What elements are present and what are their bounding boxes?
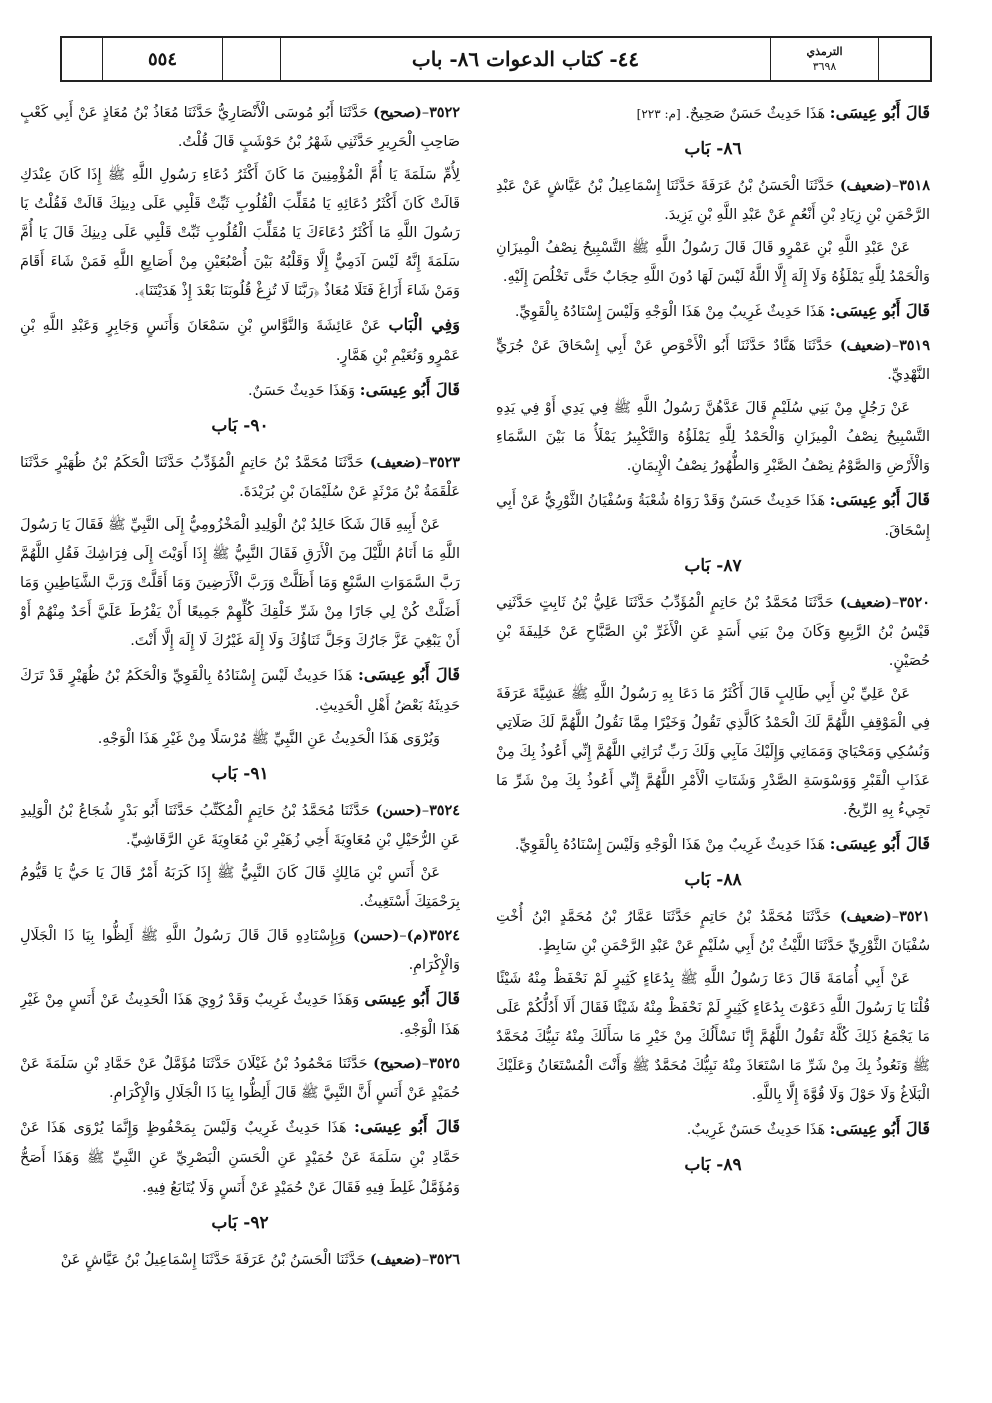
chapter-heading: ٨٩- بَاب	[684, 1155, 742, 1175]
hadith-3525: ٣٥٢٥–(صحيح) حَدَّثَنَا مَحْمُودُ بْنُ غَيْلَانَ حَدَّثَنَا مُؤَمَّلٌ عَنْ حَمَّادِ بْنِ سَلَمَةَ عَنْ حُمَيْدٍ عَنْ أَنَسٍ أَنَّ النَّبِيَّ ﷺ قَالَ أَلِظُّوا بِيَا ذَا الْجَلَالِ وَالْإِكْرَامِ.	[20, 1055, 460, 1101]
hadith-matn: عَنْ أَبِي أُمَامَةَ قَالَ دَعَا رَسُولُ اللَّهِ ﷺ بِدُعَاءٍ كَثِيرٍ لَمْ نَحْفَظْ مِنْهُ شَيْئًا قُلْنَا يَا رَسُولَ اللَّهِ دَعَوْتَ بِدُعَاءٍ كَثِيرٍ لَمْ نَحْفَظْ مِنْهُ شَيْئًا فَقَالَ أَلَا أَدُلُّكُمْ عَلَى مَا يَجْمَعُ ذَلِكَ كُلَّهُ تَقُولُ اللَّهُمَّ إِنَّا نَسْأَلُكَ مِنْ خَيْرِ مَا سَأَلَكَ مِنْهُ نَبِيُّكَ مُحَمَّدٌ ﷺ وَنَعُوذُ بِكَ مِنْ شَرِّ مَا اسْتَعَاذَ مِنْهُ نَبِيُّكَ مُحَمَّدٌ ﷺ وَأَنْتَ الْمُسْتَعَانُ وَعَلَيْكَ الْبَلَاغُ وَلَا حَوْلَ وَلَا قُوَّةَ إِلَّا بِاللَّهِ.	[496, 971, 930, 1103]
hadith-number: ٣٥١٩	[899, 337, 930, 354]
hadith-3520	[496, 588, 930, 825]
abu-isa-comment: قَالَ أَبُو عِيسَى وَهَذَا حَدِيثٌ غَرِيبٌ وَقَدْ رُوِيَ هَذَا الْحَدِيثُ عَنْ أَنَسٍ مِنْ غَيْرِ هَذَا الْوَجْهِ.	[20, 989, 460, 1038]
abu-isa-comment: قَالَ أَبُو عِيسَى: هَذَا حَدِيثٌ غَرِيبٌ مِنْ هَذَا الْوَجْهِ وَلَيْسَ إِسْنَادُهُ بِالْقَوِيِّ.	[514, 301, 930, 320]
hadith-3526: ٣٥٢٦–(ضعيف) حَدَّثَنَا الْحَسَنُ بْنُ عَرَفَةَ حَدَّثَنَا إِسْمَاعِيلُ بْنُ عَيَّاشٍ عَنْ	[60, 1251, 460, 1268]
hadith-3522	[20, 98, 460, 306]
hadith-3524m: ٣٥٢٤(م)–(حسن) وَبِإِسْنَادِهِ قَالَ قَالَ رَسُولُ اللَّهِ ﷺ أَلِظُّوا بِيَا ذَا الْجَلَالِ وَالْإِكْرَامِ.	[20, 927, 460, 973]
book-name-cell	[770, 38, 878, 80]
hadith-isnad: ٣٥٢٣–(ضعيف) حَدَّثَنَا مُحَمَّدُ بْنُ حَاتِمٍ الْمُؤَدِّبُ حَدَّثَنَا الْحَكَمُ بْنُ ظُهَيْرٍ حَدَّثَنَا عَلْقَمَةُ بْنُ مَرْثَدٍ عَنْ سُلَيْمَانَ بْنِ بُرَيْدَةَ.	[20, 454, 460, 500]
hadith-grade: (حسن)	[353, 927, 400, 944]
hadith-number: ٣٥٢٥	[429, 1055, 460, 1072]
hadith-3523	[20, 448, 460, 656]
book-name: الترمذي	[806, 45, 843, 58]
hadith-number: ٣٥٢٣	[429, 454, 460, 471]
chapter-heading: ٨٦- بَاب	[684, 139, 742, 159]
header-blank-cell	[222, 38, 280, 80]
page-number: ٥٥٤	[102, 38, 222, 80]
abu-isa-comment: قَالَ أَبُو عِيسَى: هَذَا حَدِيثٌ لَيْسَ إِسْنَادُهُ بِالْقَوِيِّ وَالْحَكَمُ بْنُ ظُهَيْرٍ قَدْ تَرَكَ حَدِيثَهُ بَعْضُ أَهْلِ الْحَدِيثِ.	[20, 665, 460, 714]
chapter-heading: ٩١- بَاب	[211, 764, 269, 784]
hadith-grade: (حسن)	[375, 802, 422, 819]
hadith-isnad: ٣٥١٨–(ضعيف) حَدَّثَنَا الْحَسَنُ بْنُ عَرَفَةَ حَدَّثَنَا إِسْمَاعِيلُ بْنُ عَيَّاشٍ عَنْ عَبْدِ الرَّحْمَنِ بْنِ زِيَادِ بْنِ أَنْعُمٍ عَنْ عَبْدِ اللَّهِ بْنِ يَزِيدَ.	[496, 177, 930, 223]
hadith-matn: عَنْ أَبِيهِ قَالَ شَكَا خَالِدُ بْنُ الْوَلِيدِ الْمَخْزُومِيُّ إِلَى النَّبِيِّ ﷺ فَقَالَ يَا رَسُولَ اللَّهِ مَا أَنَامُ اللَّيْلَ مِنَ الْأَرَقِ فَقَالَ النَّبِيُّ ﷺ إِذَا أَوَيْتَ إِلَى فِرَاشِكَ فَقُلِ اللَّهُمَّ رَبَّ السَّمَوَاتِ السَّبْعِ وَمَا أَظَلَّتْ وَرَبَّ الْأَرَضِينَ وَمَا أَقَلَّتْ وَرَبَّ الشَّيَاطِينِ وَمَا أَضَلَّتْ كُنْ لِي جَارًا مِنْ شَرِّ خَلْقِكَ كُلِّهِمْ جَمِيعًا أَنْ يَفْرُطَ عَلَيَّ أَحَدٌ مِنْهُمْ أَوْ أَنْ يَبْغِيَ عَزَّ جَارُكَ وَجَلَّ ثَنَاؤُكَ وَلَا إِلَهَ غَيْرُكَ لَا إِلَهَ إِلَّا أَنْتَ.	[20, 517, 460, 649]
hadith-grade: (ضعيف)	[369, 454, 422, 471]
hadith-number: ٣٥٢٤(م)	[406, 927, 460, 944]
hadith-number: ٣٥٢٤	[429, 802, 460, 819]
bab-note: وَفِي الْبَاب عَنْ عَائِشَةَ وَالنَّوَّاسِ بْنِ سَمْعَانَ وَأَنَسٍ وَجَابِرٍ وَعَبْدِ اللَّهِ بْنِ عَمْرٍو وَنُعَيْمِ بْنِ هَمَّارٍ.	[20, 315, 460, 364]
running-title: ٤٤- كتاب الدعوات ٨٦- باب	[280, 38, 770, 80]
mursal-note: وَيُرْوَى هَذَا الْحَدِيثُ عَنِ النَّبِيِّ ﷺ مُرْسَلًا مِنْ غَيْرِ هَذَا الْوَجْهِ.	[97, 731, 440, 747]
hadith-grade: (ضعيف)	[839, 337, 892, 354]
hadith-matn: عَنْ رَجُلٍ مِنْ بَنِي سُلَيْمٍ قَالَ عَدَّهُنَّ رَسُولُ اللَّهِ ﷺ فِي يَدِي أَوْ فِي يَدِهِ التَّسْبِيحُ نِصْفُ الْمِيزَانِ وَالْحَمْدُ لِلَّهِ يَمْلَؤُهُ وَالتَّكْبِيرُ يَمْلَأُ مَا بَيْنَ السَّمَاءِ وَالْأَرْضِ وَالصَّوْمُ نِصْفُ الصَّبْرِ وَالطُّهُورُ نِصْفُ الْإِيمَانِ.	[496, 400, 930, 474]
hadith-grade: (ضعيف)	[369, 1251, 422, 1268]
chapter-heading: ٩٠- بَاب	[211, 416, 269, 436]
hadith-3524	[20, 796, 460, 917]
hadith-number: ٣٥١٨	[899, 177, 930, 194]
hadith-isnad: ٣٥١٩–(ضعيف) حَدَّثَنَا هَنَّادٌ حَدَّثَنَا أَبُو الْأَحْوَصِ عَنْ أَبِي إِسْحَاقَ عَنْ جُرَيٍّ النَّهْدِيِّ.	[496, 337, 930, 383]
hadith-number: ٣٥٢٠	[899, 594, 930, 611]
hadith-grade: (ضعيف)	[839, 177, 892, 194]
page-header	[60, 36, 932, 82]
chapter-heading: ٨٨- بَاب	[684, 870, 742, 890]
hadith-number: ٣٥٢٦	[429, 1251, 460, 1268]
hadith-matn: عَنْ عَبْدِ اللَّهِ بْنِ عَمْرٍو قَالَ قَالَ رَسُولُ اللَّهِ ﷺ التَّسْبِيحُ نِصْفُ الْمِيزَانِ وَالْحَمْدُ لِلَّهِ يَمْلَؤُهُ وَلَا إِلَهَ إِلَّا اللَّهُ لَيْسَ لَهَا دُونَ اللَّهِ حِجَابٌ حَتَّى تَخْلُصَ إِلَيْهِ.	[496, 240, 930, 285]
header-blank-cell	[62, 38, 102, 80]
abu-isa-comment: قَالَ أَبُو عِيسَى: هَذَا حَدِيثٌ حَسَنٌ وَقَدْ رَوَاهُ شُعْبَةُ وَسُفْيَانُ الثَّوْرِيُّ عَنْ أَبِي إِسْحَاقَ.	[496, 490, 930, 539]
hadith-isnad: ٣٥٢١–(ضعيف) حَدَّثَنَا مُحَمَّدُ بْنُ حَاتِمٍ حَدَّثَنَا عَمَّارُ بْنُ مُحَمَّدٍ ابْنُ أُخْتِ سُفْيَانَ الثَّوْرِيِّ حَدَّثَنَا اللَّيْثُ بْنُ أَبِي سُلَيْمٍ عَنْ عَبْدِ الرَّحْمَنِ بْنِ سَابِطٍ.	[496, 908, 930, 954]
abu-isa-comment: قَالَ أَبُو عِيسَى: هَذَا حَدِيثٌ حَسَنٌ غَرِيبٌ.	[686, 1119, 930, 1138]
hadith-isnad: ٣٥٢٤–(حسن) حَدَّثَنَا مُحَمَّدُ بْنُ حَاتِمٍ الْمُكَتِّبُ حَدَّثَنَا أَبُو بَدْرٍ شُجَاعُ بْنُ الْوَلِيدِ عَنِ الرُّحَيْلِ بْنِ مُعَاوِيَةَ أَخِي زُهَيْرِ بْنِ مُعَاوِيَةَ عَنِ الرَّقَاشِيِّ.	[20, 802, 460, 848]
hadith-grade: (ضعيف)	[839, 594, 892, 611]
left-column	[20, 98, 460, 1388]
abu-isa-comment: قَالَ أَبُو عِيسَى: هَذَا حَدِيثٌ حَسَنٌ صَحِيحٌ. [م: ٢٢٣]	[636, 103, 930, 122]
hadith-isnad: ٣٥٢٠–(ضعيف) حَدَّثَنَا مُحَمَّدُ بْنُ حَاتِمٍ الْمُؤَدِّبُ حَدَّثَنَا عَلِيُّ بْنُ ثَابِتٍ حَدَّثَنِي قَيْسُ بْنُ الرَّبِيعِ وَكَانَ مِنْ بَنِي أَسَدٍ عَنِ الْأَغَرِّ بْنِ الصَّبَّاحِ عَنْ خَلِيفَةَ بْنِ حُصَيْنٍ.	[496, 594, 930, 669]
right-column	[496, 98, 930, 1388]
hadith-3518	[496, 171, 930, 292]
abu-isa-comment: قَالَ أَبُو عِيسَى: هَذَا حَدِيثٌ غَرِيبٌ مِنْ هَذَا الْوَجْهِ وَلَيْسَ إِسْنَادُهُ بِالْقَوِيِّ.	[514, 834, 930, 853]
volume-ref: ٣٦٩٨	[812, 60, 837, 73]
hadith-grade: (صحيح)	[373, 1055, 422, 1072]
hadith-isnad: ٣٥٢٢–(صحيح) حَدَّثَنَا أَبُو مُوسَى الْأَنْصَارِيُّ حَدَّثَنَا مُعَاذُ بْنُ مُعَاذٍ عَنْ أَبِي كَعْبٍ صَاحِبِ الْحَرِيرِ حَدَّثَنِي شَهْرُ بْنُ حَوْشَبٍ قَالَ قُلْتُ.	[20, 104, 460, 150]
header-blank-cell	[878, 38, 930, 80]
hadith-matn: لِأُمِّ سَلَمَةَ يَا أُمَّ الْمُؤْمِنِينَ مَا كَانَ أَكْثَرُ دُعَاءِ رَسُولِ اللَّهِ ﷺ إِذَا كَانَ عِنْدَكِ قَالَتْ كَانَ أَكْثَرُ دُعَائِهِ يَا مُقَلِّبَ الْقُلُوبِ ثَبِّتْ قَلْبِي عَلَى دِينِكَ قَالَتْ فَقُلْتُ يَا رَسُولَ اللَّهِ مَا أَكْثَرُ دُعَاءَكَ يَا مُقَلِّبَ الْقُلُوبِ ثَبِّتْ قَلْبِي عَلَى دِينِكَ قَالَ يَا أُمَّ سَلَمَةَ إِنَّهُ لَيْسَ آدَمِيٌّ إِلَّا وَقَلْبُهُ بَيْنَ أُصْبُعَيْنِ مِنْ أَصَابِعِ اللَّهِ فَمَنْ شَاءَ أَقَامَ وَمَنْ شَاءَ أَزَاغَ فَتَلَا مُعَاذٌ ﴿رَبَّنَا لَا تُزِغْ قُلُوبَنَا بَعْدَ إِذْ هَدَيْتَنَا﴾.	[20, 167, 460, 299]
hadith-number: ٣٥٢٢	[429, 104, 460, 121]
hadith-grade: (ضعيف)	[839, 908, 892, 925]
hadith-3521	[496, 902, 930, 1110]
abu-isa-comment: قَالَ أَبُو عِيسَى: وَهَذَا حَدِيثٌ حَسَنٌ.	[247, 380, 460, 399]
hadith-matn: عَنْ أَنَسِ بْنِ مَالِكٍ قَالَ كَانَ النَّبِيُّ ﷺ إِذَا كَرَبَهُ أَمْرٌ قَالَ يَا حَيُّ يَا قَيُّومُ بِرَحْمَتِكَ أَسْتَغِيثُ.	[20, 865, 460, 910]
hadith-matn: عَنْ عَلِيِّ بْنِ أَبِي طَالِبٍ قَالَ أَكْثَرُ مَا دَعَا بِهِ رَسُولُ اللَّهِ ﷺ عَشِيَّةَ عَرَفَةَ فِي الْمَوْقِفِ اللَّهُمَّ لَكَ الْحَمْدُ كَالَّذِي تَقُولُ وَخَيْرًا مِمَّا نَقُولُ اللَّهُمَّ لَكَ صَلَاتِي وَنُسُكِي وَمَحْيَايَ وَمَمَاتِي وَإِلَيْكَ مَآبِي وَلَكَ رَبِّ تُرَاثِي اللَّهُمَّ إِنِّي أَعُوذُ بِكَ مِنْ عَذَابِ الْقَبْرِ وَوَسْوَسَةِ الصَّدْرِ وَشَتَاتِ الْأَمْرِ اللَّهُمَّ إِنِّي أَعُوذُ بِكَ مِنْ شَرِّ مَا تَجِيءُ بِهِ الرِّيحُ.	[496, 686, 930, 818]
abu-isa-comment: قَالَ أَبُو عِيسَى: هَذَا حَدِيثٌ غَرِيبٌ وَلَيْسَ بِمَحْفُوظٍ وَإِنَّمَا يُرْوَى هَذَا عَنْ حَمَّادِ بْنِ سَلَمَةَ عَنْ حُمَيْدٍ عَنِ الْحَسَنِ الْبَصْرِيِّ عَنِ النَّبِيِّ ﷺ وَهَذَا أَصَحُّ وَمُؤَمَّلٌ غَلِطَ فِيهِ فَقَالَ عَنْ حُمَيْدٍ عَنْ أَنَسٍ وَلَا يُتَابَعُ فِيهِ.	[20, 1117, 460, 1196]
chapter-heading: ٨٧- بَاب	[684, 556, 742, 576]
hadith-grade: (صحيح)	[373, 104, 422, 121]
chapter-heading: ٩٢- بَاب	[211, 1213, 269, 1233]
hadith-3519	[496, 331, 930, 481]
hadith-number: ٣٥٢١	[899, 908, 930, 925]
